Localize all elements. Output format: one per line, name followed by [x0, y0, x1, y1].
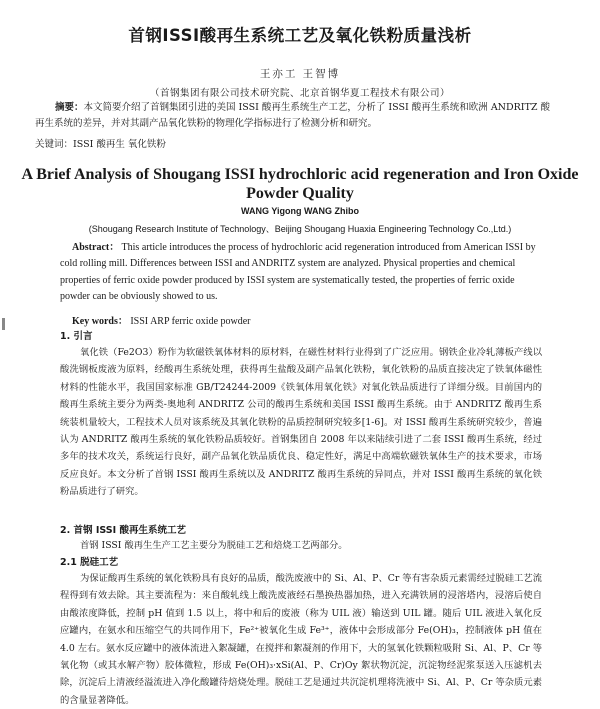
chinese-abstract-text: 本文简要介绍了首钢集团引进的美国 ISSI 酸再生系统生产工艺，分析了 ISSI 酸再生系统和欧洲 ANDRITZ 酸再生系统的差异，并对其副产品氧化铁粉的物理化学指标进行了检测分析和研究。	[35, 102, 550, 129]
english-affiliation: (Shougang Research Institute of Technology、Beijing Shougang Huaxia Engineering Technology Co.,Ltd.)	[88, 224, 512, 234]
section-2-1-heading: 2.1 脱硅工艺	[60, 557, 119, 568]
english-authors: WANG Yigong WANG Zhibo	[241, 206, 359, 216]
chinese-abstract-label: 摘要：	[55, 102, 84, 113]
section-2-paragraph: 首钢 ISSI 酸再生生产工艺主要分为脱硅工艺和焙烧工艺两部分。	[80, 540, 348, 551]
english-keywords-text: ISSI ARP ferric oxide powder	[130, 316, 251, 327]
section-1-heading: 1. 引言	[60, 331, 93, 342]
english-keywords-label: Key words：	[72, 316, 128, 327]
section-2-1-paragraph: 为保证酸再生系统的氧化铁粉具有良好的品质，酸洗废液中的 Si、Al、P、Cr 等有害杂质元素需经过脱硅工艺流程得到有效去除。其主要流程为：来自酸轧线上酸洗废液经石墨换热器加热，进入充满铁屑的浸溶塔内，浸溶后使自由酸浓度降低，控制 pH 值到 1.5 以上，将中和后的废液（称为 UIL 液）输送到 UIL 罐。随后 UIL 液进入氧化反应罐内，在氨水和压缩空气的共同作用下，Fe²⁺被氧化生成 Fe³⁺，液体中会形成部分 Fe(OH)₃，控制液体 pH 值在 4.0 左右。氨水反应罐中的液体流进入絮凝罐，在搅拌和絮凝剂的作用下，大的氢氧化铁颗粒吸附 Si、Al、P、Cr 等氧化物（或其水解产物）胶体微粒，形成 Fe(OH)₃·xSi(Al、P、Cr)Oy 絮状物沉淀，沉淀物经泥浆泵送入压滤机去除，沉淀后上清液经溢流进入净化酸罐待焙烧处理。脱硅工艺是通过共沉淀机理将洗液中 Si、Al、P、Cr 等杂质元素的含量显著降低。	[60, 573, 542, 706]
chinese-abstract	[35, 100, 555, 132]
chinese-keywords	[35, 136, 555, 150]
english-abstract	[60, 240, 540, 305]
english-title: A Brief Analysis of Shougang ISSI hydrochloric acid regeneration and Iron Oxide Powder Quality	[21, 166, 579, 202]
section-1-paragraph: 氧化铁（Fe2O3）粉作为软磁铁氧体材料的原材料，在磁性材料行业得到了广泛应用。钢铁企业冷轧薄板产线以酸洗钢板废液为原料，经酸再生系统处理，获得再生盐酸及副产品氧化铁粉，氧化铁粉的品质直接决定了铁氧体磁性材料的性能水平，我国国家标准 GB/T24244-2009《铁氧体用氧化铁》对氧化铁品质进行了详细分级。目前国内的酸再生系统主要分为两类-奥地利 ANDRITZ 公司的酸再生系统和美国 ISSI 酸再生系统。由于 ANDRITZ 酸再生系统装机量较大，工程技术人员对该系统及其氧化铁粉的品质控制研究较多[1-6]。对 ISSI 酸再生系统研究较少，普遍认为 ANDRITZ 酸再生系统的氧化铁粉品质较好。首钢集团自 2008 年以来陆续引进了二套 ISSI 酸再生系统，经过多年的技术攻关，系统运行良好，副产品氧化铁品质优良、稳定性好，满足中高端软磁铁氧体生产的技术要求，市场反应良好。本文分析了首钢 ISSI 酸再生系统以及 ANDRITZ 酸再生系统的异同点，并对 ISSI 酸再生系统的氧化铁粉品质进行了研究。	[60, 347, 542, 498]
chinese-keywords-text: ISSI 酸再生 氧化铁粉	[73, 139, 166, 150]
chinese-keywords-label: 关键词：	[35, 139, 74, 150]
english-abstract-text: This article introduces the process of hydrochloric acid regeneration introduced from American ISSI by cold rolling mill. Differences between ISSI and ANDRITZ system are analyzed. Physical properties and chemical properties of ferric oxide powder produced by ISSI system are systematically tested, the properties of ferric oxide powder can be obviously showed to us.	[60, 242, 536, 302]
chinese-title: 首钢ISSI酸再生系统工艺及氧化铁粉质量浅析	[128, 26, 472, 45]
section-2-heading: 2. 首钢 ISSI 酸再生系统工艺	[60, 525, 186, 536]
english-keywords	[72, 312, 542, 327]
chinese-authors: 王亦工 王智博	[259, 68, 341, 80]
english-abstract-label: Abstract：	[72, 242, 120, 253]
chinese-affiliation: （首钢集团有限公司技术研究院、北京首钢华夏工程技术有限公司）	[149, 88, 450, 99]
scan-edge-mark	[2, 318, 5, 330]
